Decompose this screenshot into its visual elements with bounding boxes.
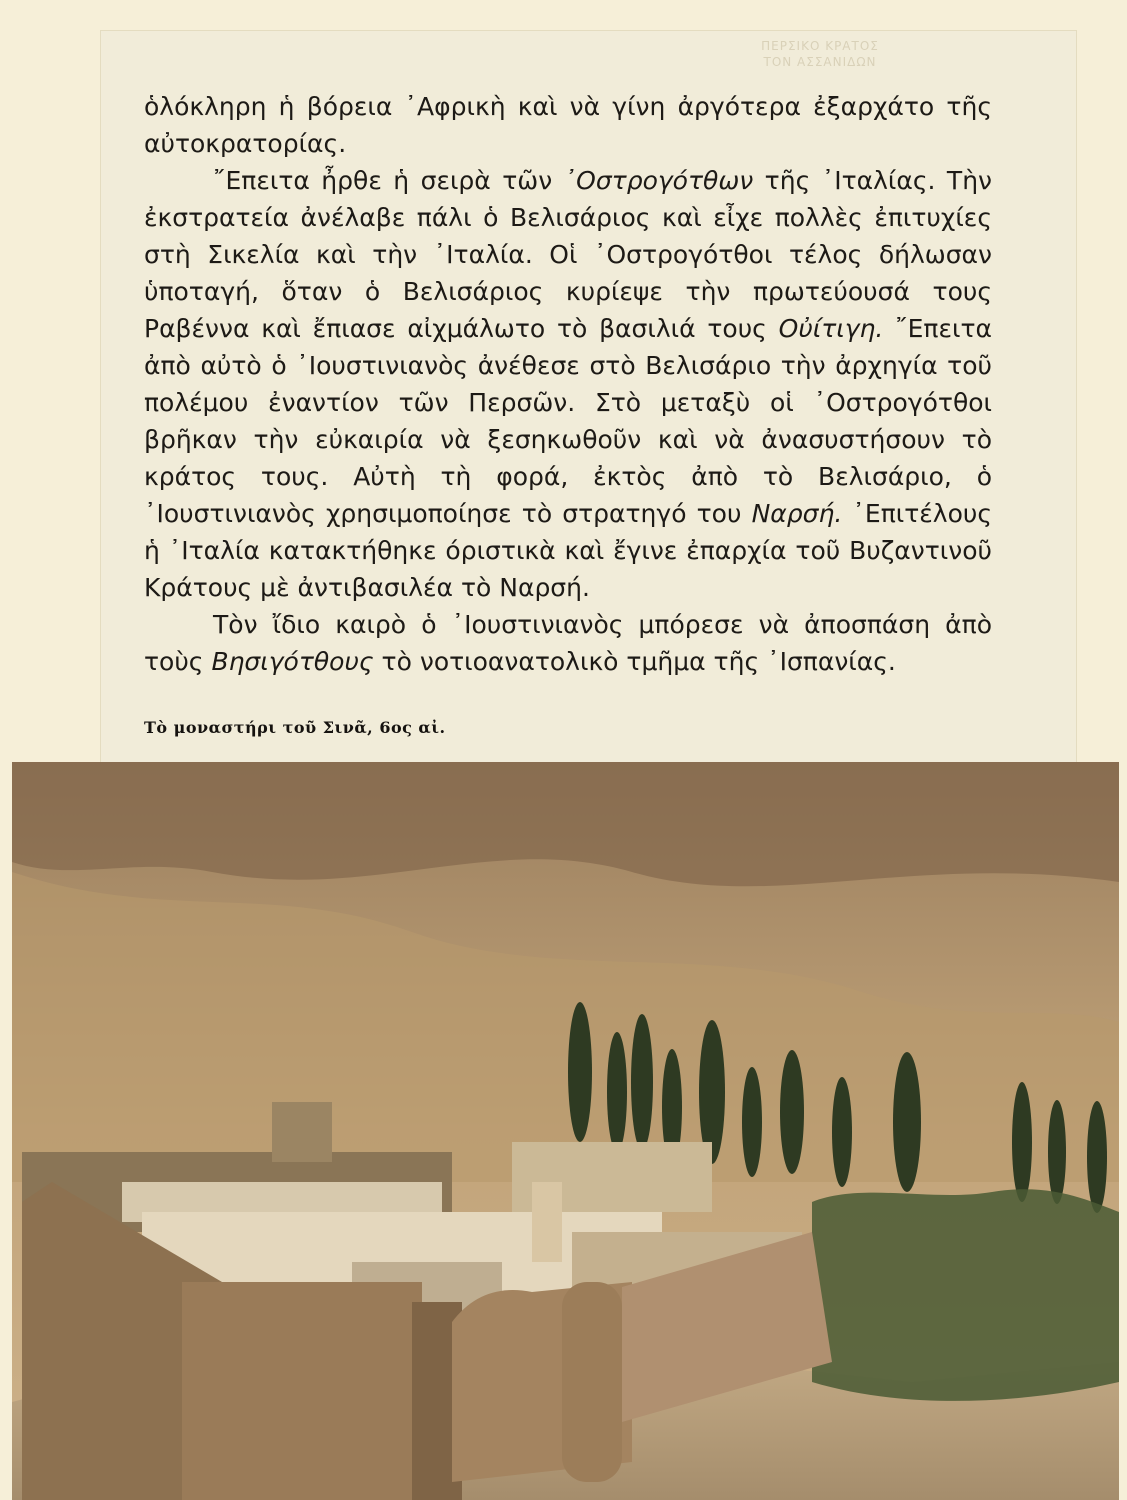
italic-term: Βησιγότθους bbox=[211, 647, 374, 676]
paragraph-3 bbox=[144, 606, 992, 680]
italic-term: ᾿Οστρογότθων bbox=[563, 166, 754, 195]
photo-caption: Τὸ μοναστήρι τοῦ Σινᾶ, 6ος αἰ. bbox=[144, 718, 446, 737]
text-run: Τὸν ἴδιο καιρὸ ὁ ᾿Ιουστινιανὸς μπόρεσε νὰ ἀποσπάση ἀπὸ τοὺς bbox=[144, 610, 992, 676]
italic-term: Ναρσή. bbox=[751, 499, 843, 528]
body-text bbox=[144, 88, 992, 680]
text-run: ᾿Επιτέλους ἡ ᾿Ιταλία κατακτήθηκε όριστικὰ καὶ ἔγινε ἐπαρχία τοῦ Βυζαντινοῦ Κράτους μὲ ἀντιβασιλέα τὸ Ναρσή. bbox=[144, 499, 993, 602]
map-label-line: ΤΟΝ ΑΣΣΑΝΙΔΩΝ bbox=[763, 55, 877, 69]
sinai-monastery-photo bbox=[12, 762, 1119, 1500]
text-run: ὁλόκληρη ἡ βόρεια ᾿Αφρικὴ καὶ νὰ γίνη ἀργότερα ἐξαρχάτο τῆς αὐτοκρατορίας. bbox=[144, 92, 992, 158]
text-run: ῎Επειτα ἀπὸ αὐτὸ ὁ ᾿Ιουστινιανὸς ἀνέθεσε στὸ Βελισάριο τὴν ἀρχηγία τοῦ πολέμου ἐναντίον τῶν Περσῶν. Στὸ μεταξὺ οἱ ᾿Οστρογότθοι βρῆκαν τὴν εὐκαιρία νὰ ξεσηκωθοῦν καὶ νὰ ἀνασυστήσουν τὸ κράτος τους. Αὐτὴ τὴ φορά, ἐκτὸς ἀπὸ τὸ Βελισάριο, ὁ ᾿Ιουστινιανὸς χρησιμοποίησε τὸ στρατηγό του bbox=[144, 314, 992, 528]
paragraph-2 bbox=[144, 162, 992, 606]
italic-term: Οὐίτιγη. bbox=[778, 314, 884, 343]
map-label-line: ΠΕΡΣΙΚΟ ΚΡΑΤΟΣ bbox=[761, 39, 879, 53]
paragraph-1 bbox=[144, 88, 992, 162]
monastery-illustration bbox=[12, 762, 1119, 1500]
map-label bbox=[745, 38, 895, 70]
text-run: τῆς ᾿Ιταλίας. Τὴν ἐκστρατεία ἀνέλαβε πάλι ὁ Βελισάριος καὶ εἶχε πολλὲς ἐπιτυχίες στὴ Σικελία καὶ τὴν ᾿Ιταλία. Οἱ ᾿Οστρογότθοι τέλος δήλωσαν ὑποταγή, ὅταν ὁ Βελισάριος κυρίεψε τὴν πρωτεύουσά τους Ραβέννα καὶ ἔπιασε αἰχμάλωτο τὸ βασιλιά τους bbox=[144, 166, 993, 343]
text-run: ῎Επειτα ἦρθε ἡ σειρὰ τῶν bbox=[213, 166, 564, 195]
garden bbox=[812, 1189, 1119, 1401]
text-run: τὸ νοτιοανατολικὸ τμῆμα τῆς ᾿Ισπανίας. bbox=[373, 647, 896, 676]
